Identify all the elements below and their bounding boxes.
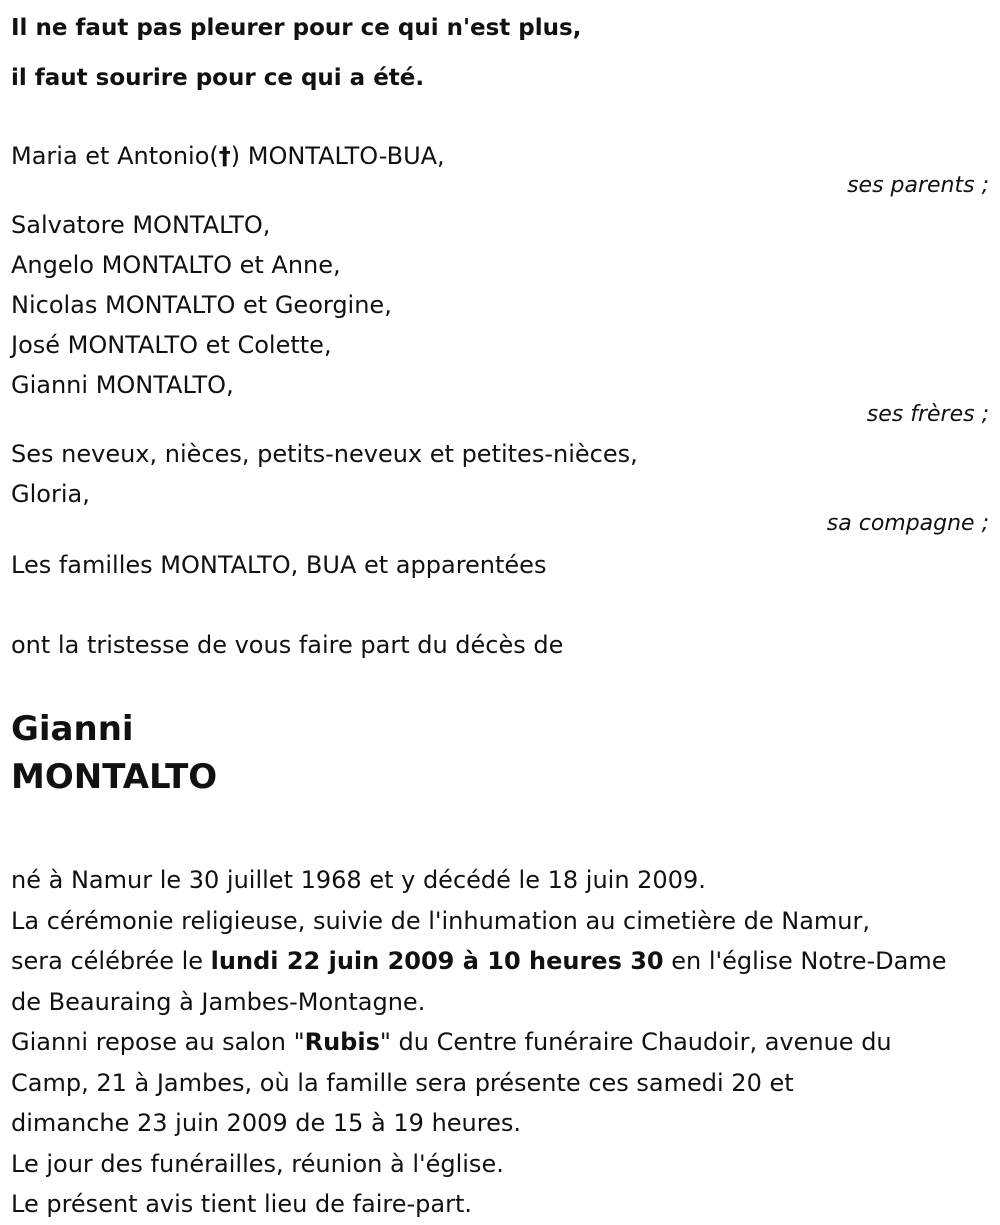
deceased-first-name: Gianni xyxy=(11,709,134,749)
obituary-notice xyxy=(11,0,991,1225)
rest-line-1-end: " du Centre funéraire Chaudoir, avenue du xyxy=(379,1028,892,1056)
role-companion: sa compagne ; xyxy=(826,511,989,536)
cross-icon: † xyxy=(218,142,231,170)
quote-line-2: il faut sourire pour ce qui a été. xyxy=(11,65,425,91)
role-parents: ses parents ; xyxy=(847,173,989,198)
rest-line-1-start: Gianni repose au salon " xyxy=(11,1028,305,1056)
rest-line-1 xyxy=(11,1022,991,1063)
relatives-block xyxy=(11,434,991,514)
quote-line-1: Il ne faut pas pleurer pour ce qui n'est plus, xyxy=(11,15,582,41)
funeral-day-line: Le jour des funérailles, réunion à l'église. xyxy=(11,1149,504,1178)
companion-name: Gloria, xyxy=(11,480,90,508)
ceremony-date-time: lundi 22 juin 2009 à 10 heures 30 xyxy=(210,947,664,975)
ceremony-line-2-start: sera célébrée le xyxy=(11,947,211,975)
ceremony-line-1: La cérémonie religieuse, suivie de l'inhumation au cimetière de Namur, xyxy=(11,906,870,935)
sibling-name: José MONTALTO et Colette, xyxy=(11,331,332,359)
sibling-name: Nicolas MONTALTO et Georgine, xyxy=(11,291,392,319)
parents-names xyxy=(11,136,991,176)
deceased-name xyxy=(11,705,991,801)
sibling-name: Angelo MONTALTO et Anne, xyxy=(11,251,341,279)
ceremony-line-3: de Beauraing à Jambes-Montagne. xyxy=(11,987,426,1016)
siblings-block xyxy=(11,205,991,405)
birth-death-line: né à Namur le 30 juillet 1968 et y décédé le 18 juin 2009. xyxy=(11,866,706,894)
ceremony-line-2-end: en l'église Notre-Dame xyxy=(663,947,947,975)
opening-quote xyxy=(11,3,991,103)
relatives-line: Ses neveux, nièces, petits-neveux et petites-nièces, xyxy=(11,440,638,468)
notice-line: Le présent avis tient lieu de faire-part. xyxy=(11,1190,473,1218)
parents-names-part-1: Maria et Antonio( xyxy=(11,142,219,170)
parents-block xyxy=(11,136,991,176)
sibling-name: Salvatore MONTALTO, xyxy=(11,211,271,239)
rest-line-3: dimanche 23 juin 2009 de 15 à 19 heures. xyxy=(11,1109,521,1137)
families-line: Les familles MONTALTO, BUA et apparentées xyxy=(11,551,547,579)
sibling-name: Gianni MONTALTO, xyxy=(11,371,234,399)
rest-line-2: Camp, 21 à Jambes, où la famille sera présente ces samedi 20 et xyxy=(11,1068,794,1097)
announcement-line: ont la tristesse de vous faire part du décès de xyxy=(11,631,564,659)
parents-names-part-2: ) MONTALTO-BUA, xyxy=(230,142,445,170)
funeral-details xyxy=(11,860,991,1225)
deceased-last-name: MONTALTO xyxy=(11,757,218,797)
salon-name: Rubis xyxy=(304,1028,380,1056)
ceremony-line-2 xyxy=(11,941,991,982)
role-siblings: ses frères ; xyxy=(866,402,989,427)
